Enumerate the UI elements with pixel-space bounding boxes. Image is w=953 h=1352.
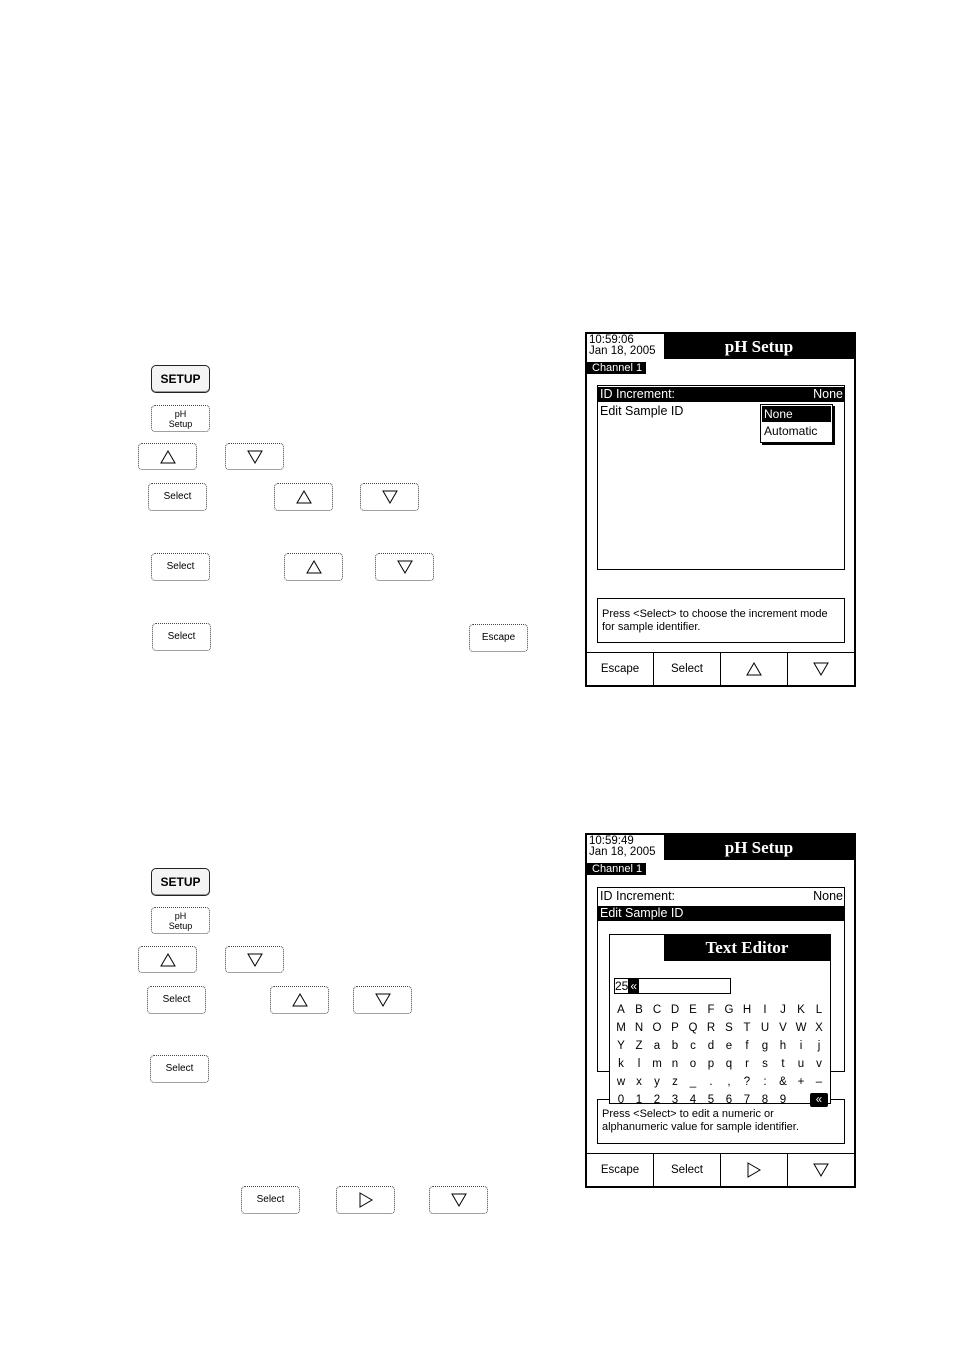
ph-setup-key-label: pH Setup	[168, 408, 193, 429]
character-key[interactable]: C	[652, 1004, 662, 1016]
character-key[interactable]: p	[707, 1058, 715, 1070]
character-key[interactable]: &	[779, 1076, 787, 1088]
right-arrow-key[interactable]	[336, 1186, 395, 1214]
character-grid-row	[612, 1055, 828, 1073]
character-key[interactable]: N	[634, 1022, 644, 1034]
softkey-down[interactable]	[787, 653, 854, 685]
right-triangle-icon	[747, 1162, 761, 1178]
character-key[interactable]: Q	[688, 1022, 698, 1034]
screen-title: pH Setup	[664, 835, 854, 860]
down-triangle-icon	[813, 662, 829, 676]
character-key[interactable]: t	[781, 1058, 785, 1070]
character-key[interactable]: G	[724, 1004, 734, 1016]
up-triangle-icon	[746, 662, 762, 676]
character-key[interactable]: a	[653, 1040, 661, 1052]
select-key[interactable]: Select	[152, 623, 211, 651]
text-editor-title: Text Editor	[664, 935, 830, 961]
down-triangle-icon	[382, 490, 398, 504]
character-key[interactable]: R	[706, 1022, 716, 1034]
character-key[interactable]: 3	[671, 1094, 679, 1106]
character-key[interactable]: I	[763, 1004, 767, 1016]
down-triangle-icon	[375, 993, 391, 1007]
hint-box: Press <Select> to edit a numeric or alphanumeric value for sample identifier.	[597, 1099, 845, 1144]
character-key[interactable]: r	[745, 1058, 749, 1070]
list-item-id-increment[interactable]	[598, 889, 844, 904]
character-key[interactable]: w	[616, 1076, 626, 1088]
character-grid	[612, 1001, 828, 1109]
character-key[interactable]: e	[725, 1040, 733, 1052]
list-item-edit-sample-id[interactable]	[598, 906, 844, 921]
softkey-bar	[587, 1153, 854, 1186]
character-key[interactable]: W	[795, 1022, 807, 1034]
increment-mode-popup	[760, 404, 833, 443]
character-key[interactable]: H	[742, 1004, 752, 1016]
character-key[interactable]: x	[636, 1076, 642, 1088]
down-triangle-icon	[451, 1193, 467, 1207]
character-key[interactable]: D	[670, 1004, 680, 1016]
down-arrow-key[interactable]	[225, 443, 284, 470]
character-key[interactable]: _	[689, 1076, 697, 1088]
softkey-escape[interactable]: Escape	[600, 663, 640, 675]
character-grid-row	[612, 1091, 828, 1109]
clock-date: Jan 18, 2005	[589, 846, 656, 858]
list-item-label: ID Increment:	[600, 387, 676, 401]
down-triangle-icon	[247, 450, 263, 464]
character-key[interactable]: 9	[779, 1094, 787, 1106]
character-key[interactable]: u	[797, 1058, 805, 1070]
ph-setup-key[interactable]	[151, 907, 210, 934]
clock-time: 10:59:06	[589, 334, 634, 346]
up-triangle-icon	[160, 450, 176, 464]
up-arrow-key[interactable]	[138, 946, 197, 973]
character-key[interactable]: J	[780, 1004, 786, 1016]
select-key[interactable]: Select	[150, 1055, 209, 1083]
character-key[interactable]: S	[725, 1022, 733, 1034]
character-key[interactable]: 6	[725, 1094, 733, 1106]
channel-label: Channel 1	[587, 362, 646, 374]
escape-key[interactable]: Escape	[469, 624, 528, 652]
character-key[interactable]: M	[616, 1022, 626, 1034]
list-item-label: Edit Sample ID	[600, 404, 684, 418]
ph-setup-key[interactable]	[151, 405, 210, 432]
character-key[interactable]: +	[797, 1076, 805, 1088]
channel-label: Channel 1	[587, 863, 646, 875]
character-key[interactable]: V	[779, 1022, 787, 1034]
character-key[interactable]: c	[690, 1040, 696, 1052]
character-grid-row	[612, 1001, 828, 1019]
character-key[interactable]: l	[637, 1058, 641, 1070]
character-key[interactable]: k	[618, 1058, 624, 1070]
down-arrow-key[interactable]	[225, 946, 284, 973]
character-grid-row	[612, 1073, 828, 1091]
character-key[interactable]: i	[799, 1040, 803, 1052]
character-key[interactable]: 2	[653, 1094, 661, 1106]
popup-option-none[interactable]: None	[762, 406, 831, 422]
up-triangle-icon	[296, 490, 312, 504]
list-item-id-increment[interactable]	[598, 387, 844, 402]
list-item-value: None	[813, 387, 843, 401]
up-triangle-icon	[306, 560, 322, 574]
down-arrow-key[interactable]	[360, 483, 419, 511]
character-key[interactable]: –	[815, 1076, 823, 1088]
character-grid-row	[612, 1037, 828, 1055]
screen-title: pH Setup	[664, 334, 854, 359]
character-key[interactable]: Y	[617, 1040, 625, 1052]
softkey-down[interactable]	[787, 1154, 854, 1186]
text-editor-dialog	[609, 934, 831, 1104]
device-screen-text-editor	[585, 833, 856, 1188]
character-key[interactable]: O	[652, 1022, 662, 1034]
character-key[interactable]: 8	[761, 1094, 769, 1106]
up-arrow-key[interactable]	[274, 483, 333, 511]
character-key[interactable]: 1	[635, 1094, 643, 1106]
character-key[interactable]: F	[707, 1004, 715, 1016]
character-key[interactable]: P	[671, 1022, 679, 1034]
character-key[interactable]: X	[815, 1022, 823, 1034]
character-key[interactable]: s	[762, 1058, 768, 1070]
softkey-escape[interactable]: Escape	[600, 1164, 640, 1176]
character-key[interactable]: n	[671, 1058, 679, 1070]
right-triangle-icon	[359, 1192, 373, 1208]
list-item-label: ID Increment:	[600, 889, 676, 903]
down-arrow-key[interactable]	[429, 1186, 488, 1214]
clock-date: Jan 18, 2005	[589, 345, 656, 357]
sample-id-field[interactable]	[614, 978, 731, 994]
select-key[interactable]: Select	[151, 553, 210, 581]
down-arrow-key[interactable]	[375, 553, 434, 581]
clock	[589, 335, 656, 357]
character-key[interactable]: «	[810, 1093, 828, 1107]
character-key[interactable]: 5	[707, 1094, 715, 1106]
hint-box: Press <Select> to choose the increment mode for sample identifier.	[597, 598, 845, 643]
setup-key[interactable]: SETUP	[151, 365, 210, 393]
character-key[interactable]: Z	[635, 1040, 643, 1052]
character-key[interactable]: g	[761, 1040, 769, 1052]
character-key[interactable]: j	[817, 1040, 821, 1052]
up-arrow-key[interactable]	[138, 443, 197, 470]
character-key[interactable]: f	[745, 1040, 749, 1052]
character-grid-row	[612, 1019, 828, 1037]
softkey-up[interactable]	[720, 653, 787, 685]
up-triangle-icon	[292, 993, 308, 1007]
character-key[interactable]: ?	[743, 1076, 751, 1088]
down-triangle-icon	[397, 560, 413, 574]
list-item-value: None	[813, 889, 843, 903]
character-key[interactable]: b	[671, 1040, 679, 1052]
setup-key[interactable]: SETUP	[151, 868, 210, 896]
character-key[interactable]: :	[763, 1076, 767, 1088]
list-item-label: Edit Sample ID	[600, 906, 684, 920]
character-key[interactable]: T	[743, 1022, 751, 1034]
ph-setup-key-label: pH Setup	[168, 910, 193, 931]
character-key[interactable]: d	[707, 1040, 715, 1052]
select-key[interactable]: Select	[241, 1186, 300, 1214]
character-key[interactable]: v	[816, 1058, 822, 1070]
setup-list	[597, 385, 845, 570]
character-key[interactable]: E	[689, 1004, 697, 1016]
softkey-right[interactable]	[720, 1154, 787, 1186]
softkey-bar	[587, 652, 854, 685]
character-key[interactable]: 4	[689, 1094, 697, 1106]
character-key[interactable]: y	[654, 1076, 660, 1088]
up-arrow-key[interactable]	[284, 553, 343, 581]
character-key[interactable]: B	[635, 1004, 643, 1016]
character-key[interactable]: 0	[617, 1094, 625, 1106]
character-key[interactable]: 7	[743, 1094, 751, 1106]
character-key[interactable]: K	[797, 1004, 805, 1016]
popup-option-automatic[interactable]: Automatic	[764, 424, 818, 438]
clock	[589, 836, 656, 858]
character-key[interactable]	[792, 1091, 810, 1109]
character-key[interactable]: L	[815, 1004, 823, 1016]
clock-time: 10:59:49	[589, 835, 634, 847]
device-screen-id-increment	[585, 332, 856, 687]
character-key[interactable]: U	[760, 1022, 770, 1034]
text-cursor: «	[630, 979, 638, 993]
select-key[interactable]: Select	[148, 483, 207, 511]
character-key[interactable]: m	[652, 1058, 662, 1070]
up-arrow-key[interactable]	[270, 986, 329, 1014]
character-key[interactable]: z	[672, 1076, 678, 1088]
character-key[interactable]: A	[617, 1004, 625, 1016]
character-key[interactable]: ,	[727, 1076, 731, 1088]
character-key[interactable]: q	[725, 1058, 733, 1070]
sample-id-value: 25	[615, 979, 629, 993]
character-key[interactable]: h	[779, 1040, 787, 1052]
down-triangle-icon	[813, 1163, 829, 1177]
down-triangle-icon	[247, 953, 263, 967]
down-arrow-key[interactable]	[353, 986, 412, 1014]
character-key[interactable]: .	[709, 1076, 713, 1088]
select-key[interactable]: Select	[147, 986, 206, 1014]
up-triangle-icon	[160, 953, 176, 967]
softkey-select[interactable]: Select	[653, 653, 720, 685]
character-key[interactable]: o	[689, 1058, 697, 1070]
softkey-select[interactable]: Select	[653, 1154, 720, 1186]
